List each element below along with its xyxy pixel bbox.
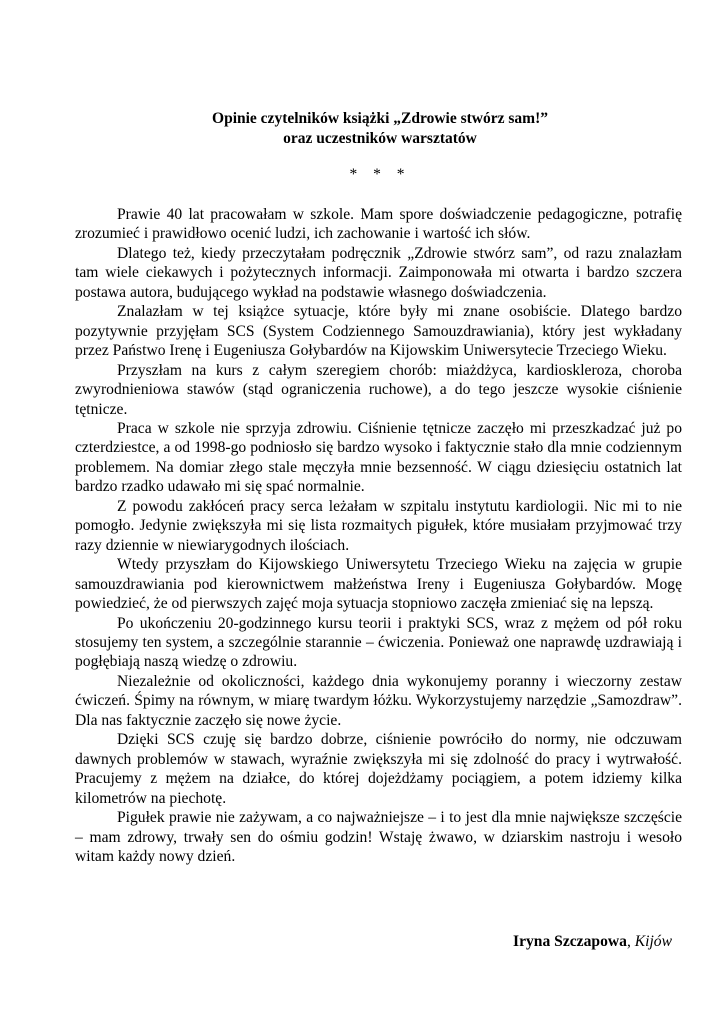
- title-line-1: Opinie czytelników książki „Zdrowie stwórz sam!”: [212, 110, 548, 127]
- paragraph: Niezależnie od okoliczności, każdego dnia wykonujemy poranny i wieczorny zestaw ćwiczeń. Śpimy na równym, w miarę twardym łóżku. Wykorzystujemy narzędzie „Samozdraw”. Dla nas faktycznie zaczęło się nowe życie.: [75, 672, 682, 729]
- paragraph: Po ukończeniu 20-godzinnego kursu teorii i praktyki SCS, wraz z mężem od pół roku stosujemy ten system, a szczególnie starannie – ćwiczenia. Ponieważ one naprawdę uzdrawiają i pogłębiają naszą wiedzę o zdrowiu.: [75, 614, 682, 671]
- author-city: Kijów: [634, 933, 672, 950]
- signature: [513, 932, 672, 952]
- paragraph: Prawie 40 lat pracowałam w szkole. Mam spore doświadczenie pedagogiczne, potrafię zrozumieć i prawidłowo ocenić ludzi, ich zachowanie i wartość ich słów.: [75, 206, 682, 243]
- section-separator: * * *: [349, 166, 411, 183]
- paragraph: Wtedy przyszłam do Kijowskiego Uniwersytetu Trzeciego Wieku na zajęcia w grupie samouzdrawiania pod kierownictwem małżeństwa Ireny i Eugeniusza Gołybardów. Mogę powiedzieć, że od pierwszych zajęć moja sytuacja stopniowo zaczęła zmieniać się na lepszą.: [75, 556, 682, 613]
- paragraph: Z powodu zakłóceń pracy serca leżałam w szpitalu instytutu kardiologii. Nic mi to nie pomogło. Jedynie zwiększyła mi się lista rozmaitych pigułek, które musiałam przyjmować trzy razy dziennie w niewiarygodnych ilościach.: [75, 497, 682, 554]
- paragraph: Znalazłam w tej książce sytuacje, które były mi znane osobiście. Dlatego bardzo pozytywnie przyjęłam SCS (System Codziennego Samouzdrawiania), który jest wykładany przez Państwo Irenę i Eugeniusza Gołybardów na Kijowskim Uniwersytecie Trzeciego Wieku.: [75, 303, 682, 360]
- author-name: Iryna Szczapowa: [513, 933, 627, 950]
- paragraph: Praca w szkole nie sprzyja zdrowiu. Ciśnienie tętnicze zaczęło mi przeszkadzać już po czterdziestce, a od 1998-go podniosło się bardzo wysoko i faktycznie stało dla mnie codziennym problemem. Na domiar złego stale męczyła mnie bezsenność. W ciągu dziesięciu ostatnich lat bardzo rzadko udawało mi się spać normalnie.: [75, 419, 682, 496]
- title-line-2: oraz uczestników warsztatów: [283, 130, 477, 147]
- paragraph: Pigułek prawie nie zażywam, a co najważniejsze – i to jest dla mnie największe szczęście – mam zdrowy, trwały sen do ośmiu godzin! Wstaję żwawo, w dziarskim nastroju i wesoło witam każdy nowy dzień.: [75, 809, 682, 865]
- signature-separator: ,: [626, 933, 635, 950]
- paragraph: Dlatego też, kiedy przeczytałam podręcznik „Zdrowie stwórz sam”, od razu znalazłam tam wiele ciekawych i pożytecznych informacji. Zaimponowała mi otwarta i bardzo szczera postawa autora, budującego wykład na podstawie własnego doświadczenia.: [75, 244, 682, 301]
- testimonial-body: [75, 205, 682, 866]
- paragraph: Przyszłam na kurs z całym szeregiem chorób: miażdżyca, kardioskleroza, choroba zwyrodnieniowa stawów (stąd ograniczenia ruchowe), a do tego jeszcze wysokie ciśnienie tętnicze.: [75, 361, 682, 418]
- paragraph: Dzięki SCS czuję się bardzo dobrze, ciśnienie powróciło do normy, nie odczuwam dawnych problemów w stawach, wyraźnie zwiększyła mi się zdolność do pracy i wytrwałość. Pracujemy z mężem na działce, do której dojeżdżamy pociągiem, a potem idziemy kilka kilometrów na piechotę.: [75, 731, 682, 807]
- page-title: [60, 109, 700, 149]
